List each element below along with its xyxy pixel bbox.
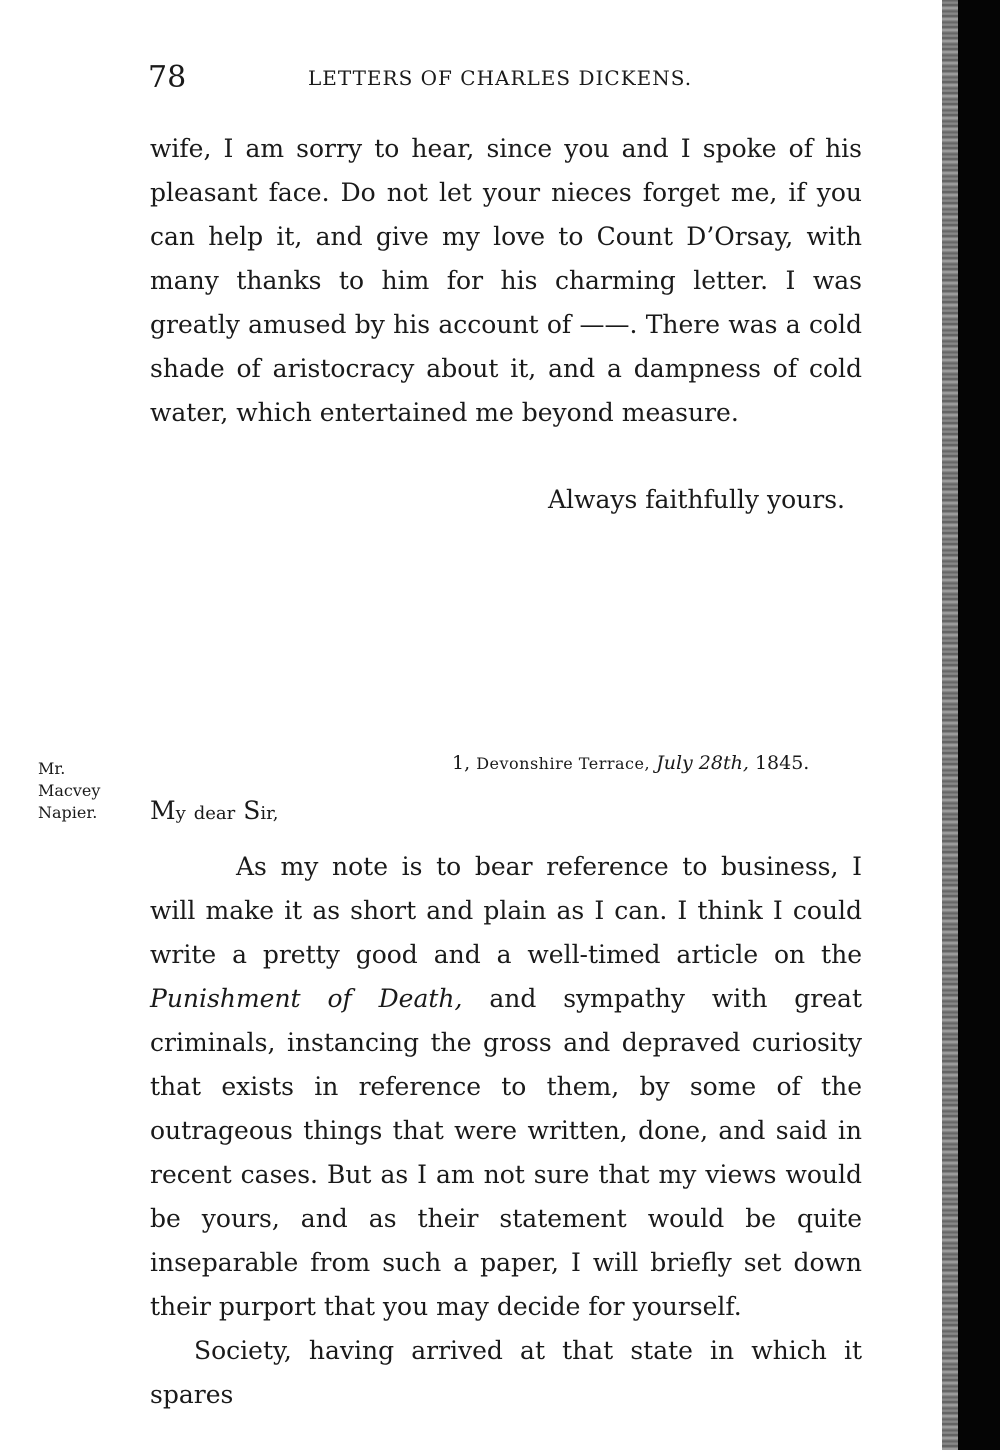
running-title: LETTERS OF CHARLES DICKENS. (308, 66, 693, 90)
salutation-smallcaps: ir, (260, 803, 279, 824)
salutation-initial: S (243, 796, 261, 825)
binding-shadow-fringe (942, 0, 958, 1450)
dateline-year: 1845. (754, 752, 810, 774)
sidenote-line: Macvey (38, 781, 101, 800)
salutation-smallcaps: dear (193, 803, 236, 824)
dateline-address: Devonshire Terrace, (476, 754, 651, 773)
letter-closing: Always faithfully yours. (548, 485, 845, 514)
salutation-initial: M (150, 796, 176, 825)
salutation-smallcaps: y (175, 803, 186, 824)
letter-dateline (452, 752, 809, 774)
letter-continuation (150, 127, 862, 435)
letter-body (150, 845, 862, 1417)
recipient-sidenote (38, 758, 100, 824)
letter-paragraph (150, 845, 862, 1329)
sidenote-line: Napier. (38, 803, 98, 822)
sidenote-line: Mr. (38, 759, 66, 778)
letter-salutation (150, 796, 278, 825)
dateline-number: 1, (452, 752, 471, 774)
paragraph-text: As my note is to bear reference to business, I will make it as short and plain as I can. I think I could write a pretty good and a well-timed article on the (150, 852, 862, 969)
page-number: 78 (148, 60, 187, 95)
italic-phrase: Punishment of Death, (150, 984, 463, 1013)
letter-continuation-text: wife, I am sorry to hear, since you and I spoke of his pleasant face. Do not let your nieces forget me, if you can help it, and give my love to Count D’Orsay, with many thanks to him for his charming letter. I was greatly amused by his account of ——. There was a cold shade of aristocracy about it, and a dampness of cold water, which entertained me beyond measure. (150, 134, 862, 427)
letter-paragraph: Society, having arrived at that state in which it spares (150, 1336, 862, 1409)
dateline-date: July 28th, (656, 752, 749, 774)
binding-edge (958, 0, 1000, 1450)
running-head (148, 60, 868, 100)
paragraph-text: and sympathy with great criminals, instancing the gross and depraved curiosity that exists in reference to them, by some of the outrageous things that were written, done, and said in recent cases. But as I am not sure that my views would be yours, and as their statement would be quite inseparable from such a paper, I will briefly set down their purport that you may decide for yourself. (150, 984, 862, 1321)
